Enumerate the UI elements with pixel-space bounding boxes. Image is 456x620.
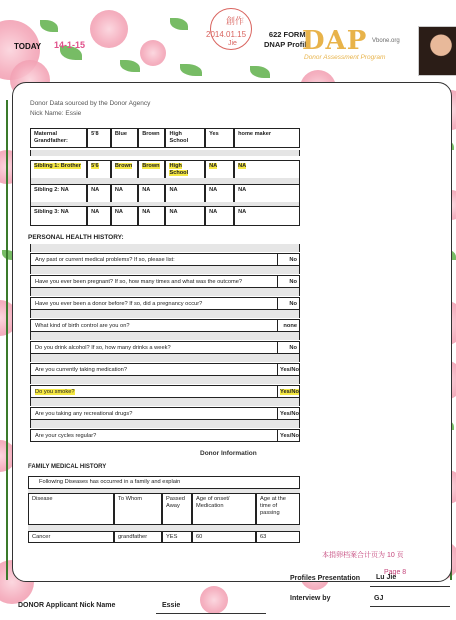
medical-cell: YES	[162, 531, 192, 543]
row-gap	[30, 288, 300, 296]
medical-history-table	[28, 476, 300, 543]
profiles-label: Profiles Presentation	[290, 575, 361, 582]
underline	[370, 586, 450, 587]
form-line-2: DNAP Profile	[264, 40, 311, 49]
stamp-name: Jie	[228, 40, 237, 47]
medical-cell: 63	[256, 531, 300, 543]
row-gap	[30, 266, 300, 274]
dap-logo: DAP	[302, 26, 368, 56]
family-row-0: Maternal Grandfather: 5'8 Blue Brown High School Yes home maker	[30, 128, 300, 148]
family-row-1: Sibling 1: Brother 5'6 Brown Brown High School NA NA	[30, 160, 300, 180]
donor-information-label: Donor Information	[200, 450, 257, 457]
medical-section-title: FAMILY MEDICAL HISTORY	[28, 464, 107, 470]
page-count-note: 本捐卵档案合计页为 10 页	[322, 552, 404, 559]
logo-site: Vbone.org	[372, 38, 400, 44]
stamp-date: 2014.01.15	[206, 30, 247, 39]
row-gap	[30, 150, 300, 156]
stamp-title: 創作	[226, 16, 245, 26]
health-question: Are your cycles regular? Yes/No	[30, 429, 300, 442]
row-gap	[30, 332, 300, 340]
row-gap	[30, 376, 300, 384]
family-row-3: Sibling 3: NA NA NA NA NA NA NA	[30, 206, 300, 226]
medical-header: Passed Away	[162, 493, 192, 525]
family-row-2: Sibling 2: NA NA NA NA NA NA NA	[30, 184, 300, 204]
health-question: Are you currently taking medication? Yes/No	[30, 363, 300, 376]
medical-header: To Whom	[114, 493, 162, 525]
health-question: Have you ever been pregnant? If so, how many times and what was the outcome? No	[30, 275, 300, 288]
health-section-title: PERSONAL HEALTH HISTORY:	[28, 234, 124, 241]
health-question: Any past or current medical problems? If so, please list: No	[30, 253, 300, 266]
donor-photo	[418, 26, 456, 76]
medical-header: Age at the time of passing	[256, 493, 300, 525]
health-question: Do you drink alcohol? If so, how many drinks a week? No	[30, 341, 300, 354]
health-question: Do you smoke? Yes/No	[30, 385, 300, 398]
underline	[156, 613, 266, 614]
agency-line: Donor Data sourced by the Donor Agency	[30, 100, 151, 107]
row-gap	[30, 398, 300, 406]
interview-label: Interview by	[290, 595, 331, 602]
header	[14, 16, 450, 82]
applicant-value: Essie	[162, 602, 181, 609]
row-gap	[30, 420, 300, 428]
medical-subtitle: Following Diseases has occurred in a family and explain	[28, 476, 300, 489]
profiles-value: Lu Jie	[376, 574, 397, 581]
medical-header: Disease	[28, 493, 114, 525]
medical-header: Age of onset/ Medication	[192, 493, 256, 525]
medical-cell: Cancer	[28, 531, 114, 543]
logo-tagline: Donor Assessment Program	[304, 54, 386, 61]
page-number: Page 8	[384, 569, 407, 576]
health-question: Are you taking any recreational drugs? Yes/No	[30, 407, 300, 420]
applicant-label: DONOR Applicant Nick Name	[18, 602, 116, 609]
row-gap	[30, 310, 300, 318]
today-date: 14-1-15	[54, 40, 86, 50]
medical-cell: 60	[192, 531, 256, 543]
row-gap	[30, 244, 300, 252]
health-question: What kind of birth control are you on? none	[30, 319, 300, 332]
today-label: TODAY	[14, 42, 42, 51]
underline	[370, 606, 450, 607]
row-gap	[30, 354, 300, 362]
interview-value: GJ	[374, 595, 384, 602]
health-question: Have you ever been a donor before? If so, did a pregnancy occur? No	[30, 297, 300, 310]
medical-cell: grandfather	[114, 531, 162, 543]
form-line-1: 622 FORM	[268, 30, 306, 39]
nick-name-line: Nick Name: Essie	[30, 110, 82, 117]
